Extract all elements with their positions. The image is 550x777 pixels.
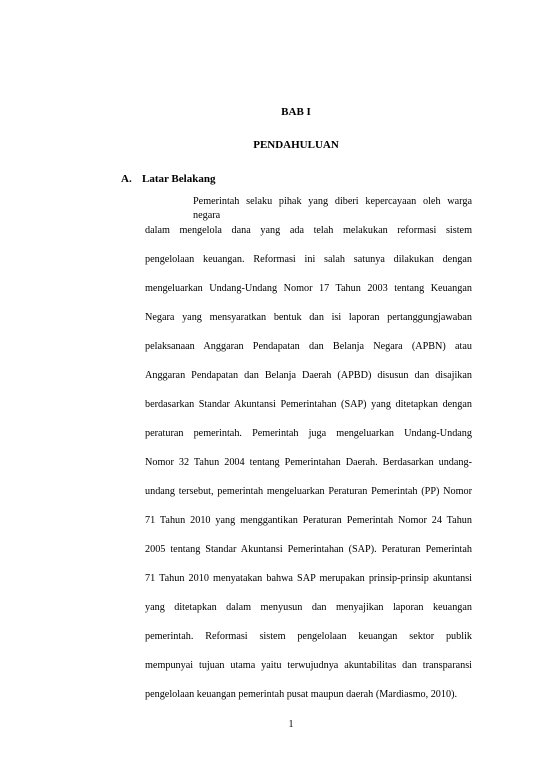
section-heading [121, 173, 215, 185]
paragraph-line: 71 Tahun 2010 yang menggantikan Peraturan Pemerintah Nomor 24 Tahun [145, 515, 472, 526]
paragraph-line: yang ditetapkan dalam menyusun dan menyajikan laporan keuangan [145, 602, 472, 613]
paragraph-line: Negara yang mensyaratkan bentuk dan isi laporan pertanggungjawaban [145, 312, 472, 323]
paragraph-line: mengeluarkan Undang-Undang Nomor 17 Tahun 2003 tentang Keuangan [145, 283, 472, 294]
page-number: 1 [288, 719, 294, 730]
paragraph-line: berdasarkan Standar Akuntansi Pemerintahan (SAP) yang ditetapkan dengan [145, 399, 472, 410]
chapter-number: BAB I [281, 106, 311, 118]
paragraph-line: undang tersebut, pemerintah mengeluarkan Peraturan Pemerintah (PP) Nomor [145, 486, 472, 497]
paragraph-line: Pemerintah selaku pihak yang diberi kepercayaan oleh warga negara [193, 196, 472, 221]
paragraph-line: mempunyai tujuan utama yaitu terwujudnya akuntabilitas dan transparansi [145, 660, 472, 671]
paragraph-line: 71 Tahun 2010 menyatakan bahwa SAP merupakan prinsip-prinsip akuntansi [145, 573, 472, 584]
paragraph-line: 2005 tentang Standar Akuntansi Pemerintahan (SAP). Peraturan Pemerintah [145, 544, 472, 555]
paragraph-line: Nomor 32 Tahun 2004 tentang Pemerintahan Daerah. Berdasarkan undang- [145, 457, 472, 468]
chapter-title: PENDAHULUAN [253, 139, 339, 151]
paragraph-line: pemerintah. Reformasi sistem pengelolaan keuangan sektor publik [145, 631, 472, 642]
paragraph-line: pelaksanaan Anggaran Pendapatan dan Belanja Negara (APBN) atau [145, 341, 472, 352]
section-letter: A. [121, 173, 132, 185]
section-title: Latar Belakang [142, 173, 216, 185]
paragraph-line: Anggaran Pendapatan dan Belanja Daerah (APBD) disusun dan disajikan [145, 370, 472, 381]
paragraph-line: pengelolaan keuangan. Reformasi ini salah satunya dilakukan dengan [145, 254, 472, 265]
paragraph-line: peraturan pemerintah. Pemerintah juga mengeluarkan Undang-Undang [145, 428, 472, 439]
paragraph-line: pengelolaan keuangan pemerintah pusat maupun daerah (Mardiasmo, 2010). [145, 689, 458, 700]
paragraph-line: dalam mengelola dana yang ada telah melakukan reformasi sistem [145, 225, 472, 236]
